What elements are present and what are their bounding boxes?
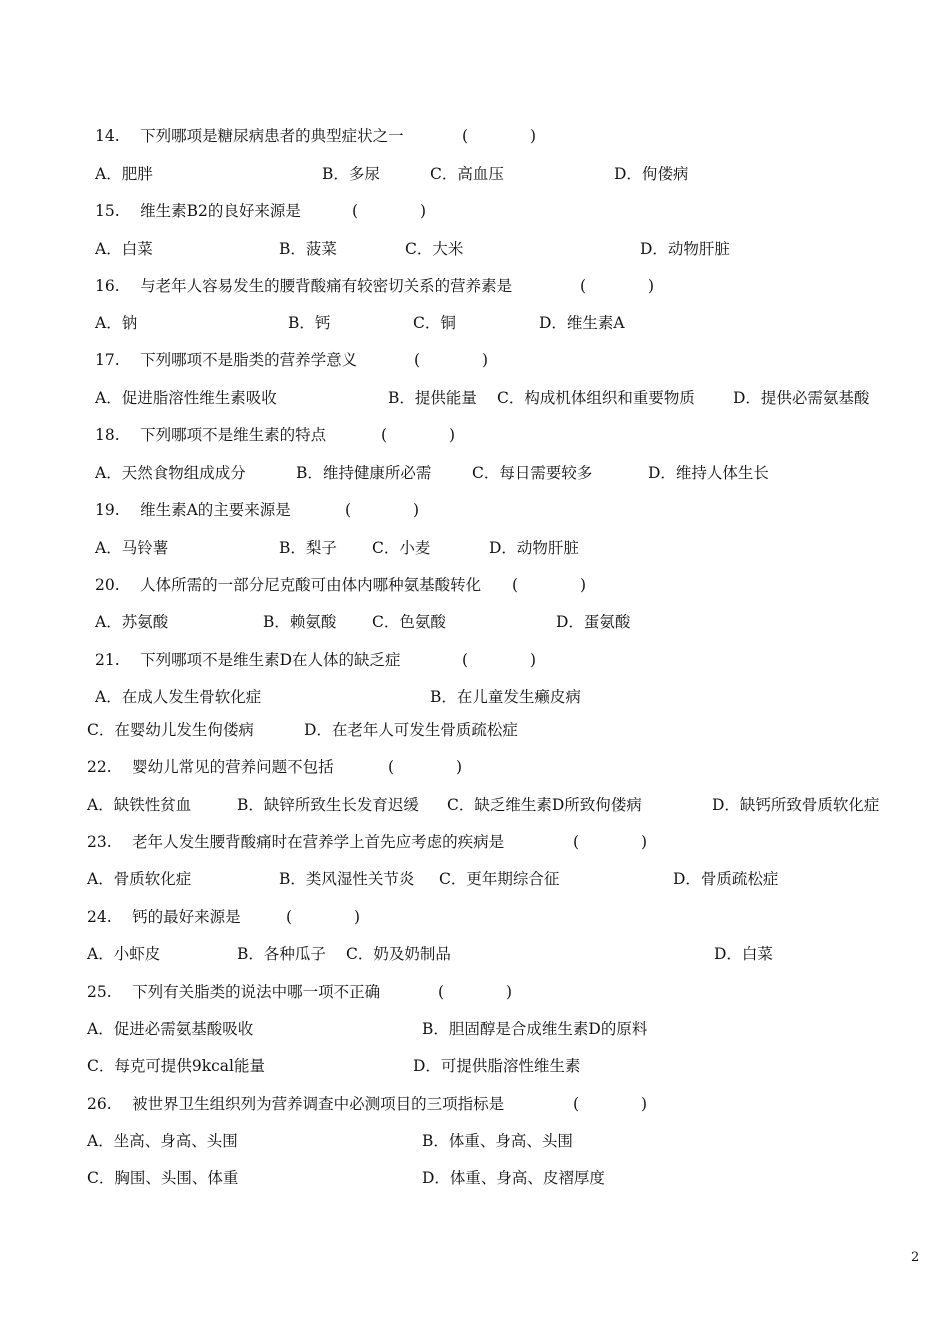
question-stem: 20. 人体所需的一部分尼克酸可由体内哪种氨基酸转化 [95, 576, 482, 594]
answer-parentheses: ( ) [580, 277, 655, 295]
question-stem: 21. 下列哪项不是维生素D在人体的缺乏症 [95, 651, 401, 669]
option-d: D．在老年人可发生骨质疏松症 [304, 721, 518, 739]
question-stem: 15. 维生素B2的良好来源是 [95, 202, 301, 220]
question-stem: 24. 钙的最好来源是 [87, 908, 241, 926]
option-d: D．体重、身高、皮褶厚度 [422, 1169, 605, 1187]
option-a: A．肥胖 [95, 165, 153, 183]
option-d: D．维持人体生长 [648, 464, 769, 482]
option-b: B．赖氨酸 [263, 613, 337, 631]
answer-parentheses: ( ) [462, 651, 537, 669]
option-d: D．佝偻病 [614, 165, 689, 183]
option-d: D．缺钙所致骨质软化症 [712, 796, 880, 814]
question-stem: 22. 婴幼儿常见的营养问题不包括 [87, 758, 334, 776]
answer-parentheses: ( ) [573, 1095, 648, 1113]
question-stem: 16. 与老年人容易发生的腰背酸痛有较密切关系的营养素是 [95, 277, 513, 295]
answer-parentheses: ( ) [352, 202, 427, 220]
question-stem: 14. 下列哪项是糖尿病患者的典型症状之一 [95, 127, 404, 145]
answer-parentheses: ( ) [345, 501, 420, 519]
answer-parentheses: ( ) [438, 983, 513, 1001]
answer-parentheses: ( ) [381, 426, 456, 444]
option-a: A．坐高、身高、头围 [87, 1132, 238, 1150]
answer-parentheses: ( ) [462, 127, 537, 145]
option-c: C．胸围、头围、体重 [87, 1169, 239, 1187]
option-c: C．构成机体组织和重要物质 [497, 389, 695, 407]
option-a: A．苏氨酸 [95, 613, 169, 631]
option-a: A．骨质软化症 [87, 870, 192, 888]
answer-parentheses: ( ) [286, 908, 361, 926]
question-stem: 23. 老年人发生腰背酸痛时在营养学上首先应考虑的疾病是 [87, 833, 505, 851]
question-stem: 18. 下列哪项不是维生素的特点 [95, 426, 327, 444]
option-a: A．白菜 [95, 240, 153, 258]
answer-parentheses: ( ) [512, 576, 587, 594]
option-d: D．动物肝脏 [489, 539, 579, 557]
option-a: A．钠 [95, 314, 138, 332]
option-d: D．可提供脂溶性维生素 [413, 1057, 581, 1075]
question-stem: 19. 维生素A的主要来源是 [95, 501, 291, 519]
option-b: B．提供能量 [388, 389, 477, 407]
option-a: A．促进必需氨基酸吸收 [87, 1020, 254, 1038]
option-b: B．缺锌所致生长发育迟缓 [237, 796, 419, 814]
question-stem: 17. 下列哪项不是脂类的营养学意义 [95, 351, 358, 369]
option-c: C．奶及奶制品 [346, 945, 451, 963]
option-c: C．大米 [405, 240, 464, 258]
page-number: 2 [911, 1250, 920, 1265]
option-b: B．体重、身高、头围 [422, 1132, 573, 1150]
option-a: A．马铃薯 [95, 539, 169, 557]
option-c: C．缺乏维生素D所致佝偻病 [447, 796, 642, 814]
option-a: A．在成人发生骨软化症 [95, 688, 262, 706]
answer-parentheses: ( ) [573, 833, 648, 851]
option-b: B．胆固醇是合成维生素D的原料 [422, 1020, 648, 1038]
option-b: B．钙 [288, 314, 331, 332]
option-a: A．促进脂溶性维生素吸收 [95, 389, 277, 407]
option-b: B．各种瓜子 [237, 945, 326, 963]
option-a: A．天然食物组成成分 [95, 464, 246, 482]
option-b: B．梨子 [279, 539, 337, 557]
option-c: C．在婴幼儿发生佝偻病 [87, 721, 254, 739]
option-b: B．菠菜 [279, 240, 337, 258]
option-b: B．维持健康所必需 [296, 464, 432, 482]
option-c: C．每克可提供9kcal能量 [87, 1057, 265, 1075]
question-stem: 25. 下列有关脂类的说法中哪一项不正确 [87, 983, 381, 1001]
answer-parentheses: ( ) [414, 351, 489, 369]
option-b: B．在儿童发生癞皮病 [430, 688, 581, 706]
option-c: C．高血压 [430, 165, 504, 183]
option-d: D．蛋氨酸 [556, 613, 631, 631]
option-d: D．骨质疏松症 [673, 870, 779, 888]
option-d: D．维生素A [539, 314, 625, 332]
option-d: D．动物肝脏 [640, 240, 730, 258]
option-c: C．每日需要较多 [472, 464, 593, 482]
question-stem: 26. 被世界卫生组织列为营养调查中必测项目的三项指标是 [87, 1095, 505, 1113]
option-a: A．小虾皮 [87, 945, 161, 963]
option-c: C．小麦 [372, 539, 431, 557]
option-c: C．色氨酸 [372, 613, 446, 631]
option-b: B．多尿 [322, 165, 380, 183]
option-c: C．铜 [413, 314, 456, 332]
option-b: B．类风湿性关节炎 [279, 870, 415, 888]
option-c: C．更年期综合征 [439, 870, 560, 888]
answer-parentheses: ( ) [388, 758, 463, 776]
option-d: D．提供必需氨基酸 [733, 389, 870, 407]
option-d: D．白菜 [714, 945, 773, 963]
option-a: A．缺铁性贫血 [87, 796, 192, 814]
